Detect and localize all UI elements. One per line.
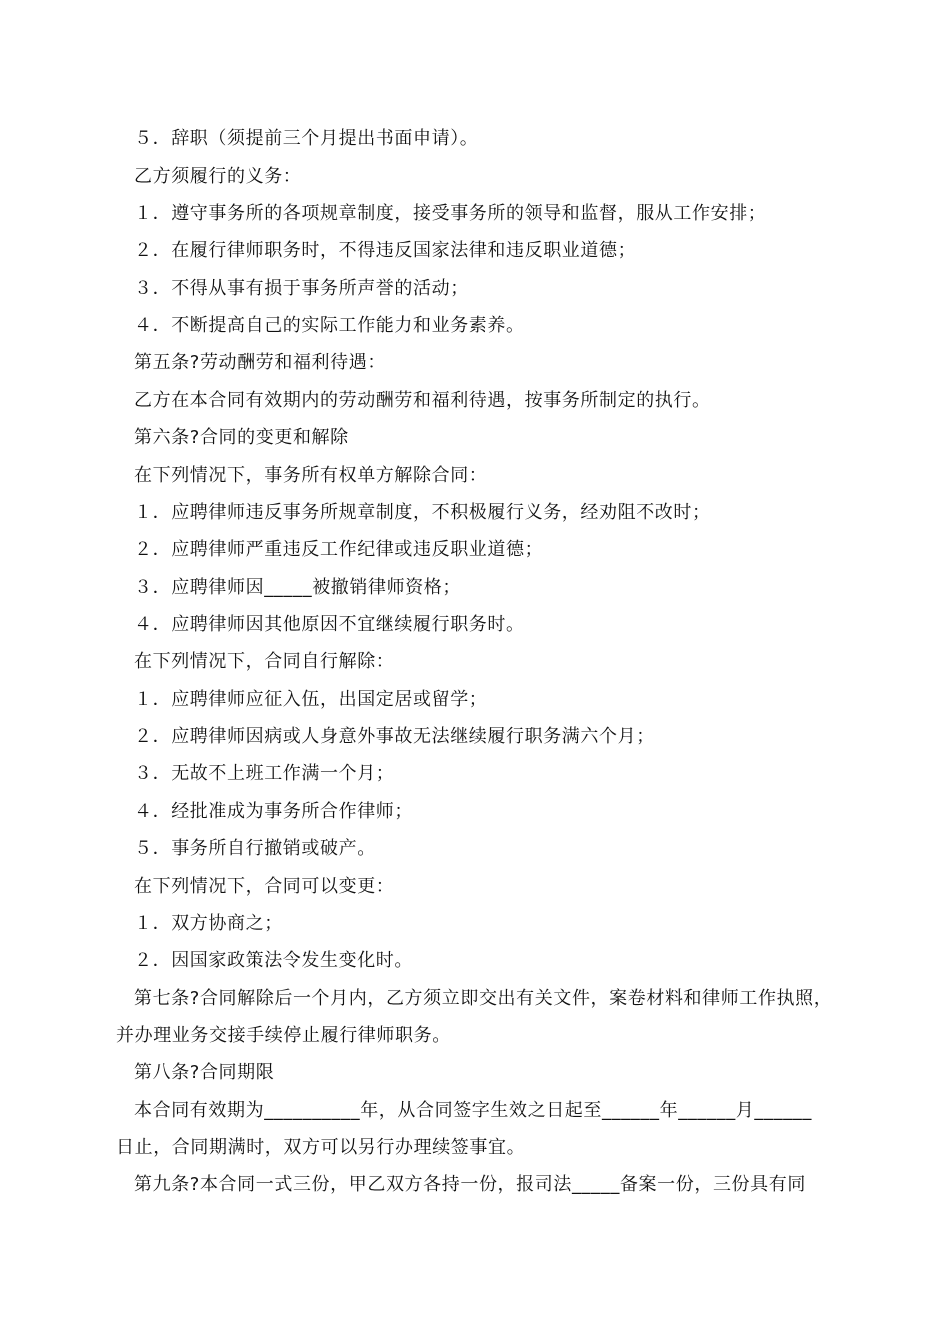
duty-item-1: １．遵守事务所的各项规章制度，接受事务所的领导和监督，服从工作安排； bbox=[134, 203, 767, 224]
article-5-heading: 第五条?劳动酬劳和福利待遇： bbox=[134, 352, 386, 373]
termination-unilateral-item-4: ４．应聘律师因其他原因不宜继续履行职务时。 bbox=[134, 614, 525, 635]
termination-auto-item-3: ３．无故不上班工作满一个月； bbox=[134, 763, 395, 784]
duty-item-2: ２．在履行律师职务时，不得违反国家法律和违反职业道德； bbox=[134, 240, 637, 261]
termination-unilateral-heading: 在下列情况下，事务所有权单方解除合同： bbox=[134, 465, 488, 486]
termination-unilateral-item-2: ２．应聘律师严重违反工作纪律或违反职业道德； bbox=[134, 539, 544, 560]
change-heading: 在下列情况下，合同可以变更： bbox=[134, 876, 395, 897]
change-item-2: ２．因国家政策法令发生变化时。 bbox=[134, 950, 413, 971]
termination-auto-item-1: １．应聘律师应征入伍，出国定居或留学； bbox=[134, 689, 488, 710]
article-7-body-continued: 并办理业务交接手续停止履行律师职务。 bbox=[116, 1025, 451, 1046]
article-8-body-continued: 日止，合同期满时，双方可以另行办理续签事宜。 bbox=[116, 1137, 526, 1158]
article-6-heading: 第六条?合同的变更和解除 bbox=[134, 427, 349, 448]
duty-item-4: ４．不断提高自己的实际工作能力和业务素养。 bbox=[134, 315, 525, 336]
article-8-body: 本合同有效期为__________年，从合同签字生效之日起至______年______月______ bbox=[134, 1100, 812, 1121]
termination-unilateral-item-3: ３．应聘律师因_____被撤销律师资格； bbox=[134, 577, 461, 598]
termination-unilateral-item-1: １．应聘律师违反事务所规章制度，不积极履行义务，经劝阻不改时； bbox=[134, 502, 711, 523]
termination-auto-item-5: ５．事务所自行撤销或破产。 bbox=[134, 838, 376, 859]
change-item-1: １．双方协商之； bbox=[134, 913, 283, 934]
termination-auto-heading: 在下列情况下，合同自行解除： bbox=[134, 651, 395, 672]
termination-auto-item-2: ２．应聘律师因病或人身意外事故无法继续履行职务满六个月； bbox=[134, 726, 655, 747]
article-8-heading: 第八条?合同期限 bbox=[134, 1062, 275, 1083]
article-9-body: 第九条?本合同一式三份，甲乙双方各持一份，报司法_____备案一份，三份具有同 bbox=[134, 1174, 806, 1195]
clause-item-resign: ５．辞职（须提前三个月提出书面申请）。 bbox=[134, 128, 479, 149]
duty-heading: 乙方须履行的义务： bbox=[134, 166, 302, 187]
termination-auto-item-4: ４．经批准成为事务所合作律师； bbox=[134, 801, 413, 822]
article-5-body: 乙方在本合同有效期内的劳动酬劳和福利待遇，按事务所制定的执行。 bbox=[134, 390, 711, 411]
duty-item-3: ３．不得从事有损于事务所声誉的活动； bbox=[134, 278, 469, 299]
article-7-body: 第七条?合同解除后一个月内，乙方须立即交出有关文件，案卷材料和律师工作执照， bbox=[134, 988, 833, 1009]
